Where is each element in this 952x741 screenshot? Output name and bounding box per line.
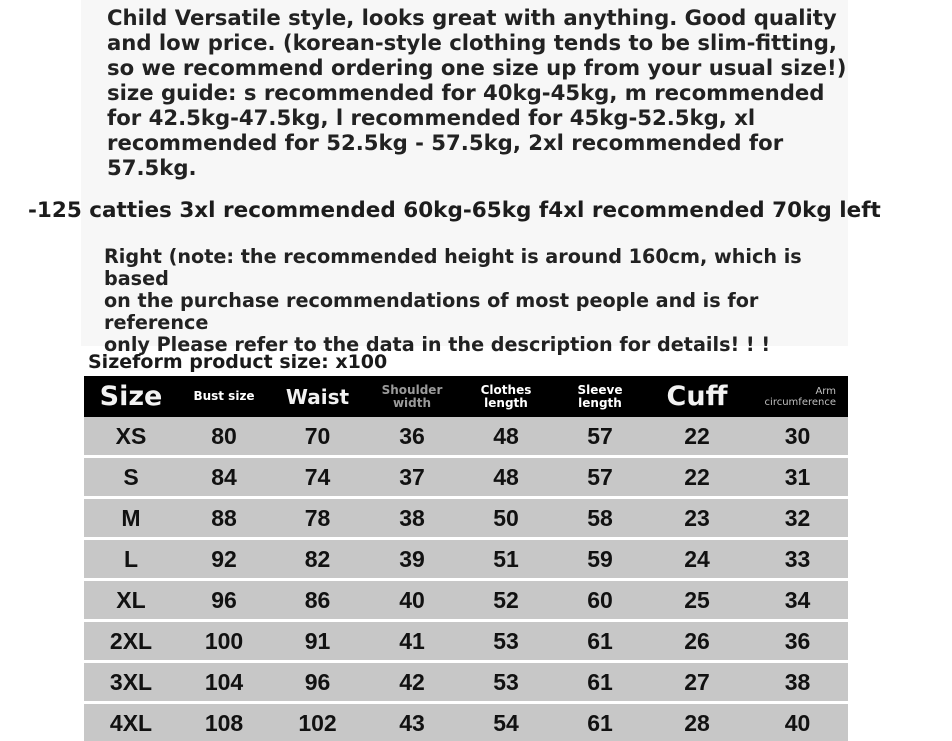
header-shoulder-width: Shoulder width — [365, 376, 459, 417]
table-cell-bust: 84 — [178, 457, 270, 498]
table-cell-bust: 100 — [178, 621, 270, 662]
table-cell-shoulder: 41 — [365, 621, 459, 662]
table-cell-arm: 38 — [747, 662, 848, 703]
table-cell-bust: 104 — [178, 662, 270, 703]
table-cell-sleeve-length: 57 — [553, 417, 647, 457]
table-cell-cuff: 26 — [647, 621, 747, 662]
table-row — [84, 539, 848, 580]
table-row — [84, 417, 848, 457]
table-cell-shoulder: 37 — [365, 457, 459, 498]
table-cell-shoulder: 39 — [365, 539, 459, 580]
intro-description-text: Child Versatile style, looks great with anything. Good quality and low price. (korean-style clothing tends to be slim-fitting, so we recommend ordering one size up from your usual size!) size guide: s recommended for 40kg-45kg, m recommended for 42.5kg-47.5kg, l recommended for 45kg-52.5kg, xl recommended for 52.5kg - 57.5kg, 2xl recommended for 57.5kg. — [107, 5, 847, 180]
size-table-body — [84, 417, 848, 741]
table-cell-sleeve-length: 59 — [553, 539, 647, 580]
table-cell-clothes-length: 53 — [459, 662, 553, 703]
header-sleeve-length: Sleeve length — [553, 376, 647, 417]
table-cell-sleeve-length: 60 — [553, 580, 647, 621]
table-cell-waist: 102 — [270, 703, 365, 741]
table-cell-waist: 78 — [270, 498, 365, 539]
table-cell-arm: 34 — [747, 580, 848, 621]
header-waist: Waist — [270, 376, 365, 417]
table-cell-size: 3XL — [84, 662, 178, 703]
size-recommendation-line: -125 catties 3xl recommended 60kg-65kg f4xl recommended 70kg left — [28, 198, 881, 223]
table-cell-clothes-length: 54 — [459, 703, 553, 741]
table-cell-arm: 36 — [747, 621, 848, 662]
table-cell-shoulder: 43 — [365, 703, 459, 741]
table-cell-waist: 82 — [270, 539, 365, 580]
header-clothes-length: Clothes length — [459, 376, 553, 417]
table-cell-clothes-length: 48 — [459, 457, 553, 498]
table-cell-arm: 30 — [747, 417, 848, 457]
table-cell-arm: 31 — [747, 457, 848, 498]
table-cell-clothes-length: 52 — [459, 580, 553, 621]
table-cell-cuff: 28 — [647, 703, 747, 741]
header-cuff: Cuff — [647, 376, 747, 417]
table-cell-shoulder: 36 — [365, 417, 459, 457]
table-cell-waist: 91 — [270, 621, 365, 662]
table-cell-shoulder: 40 — [365, 580, 459, 621]
table-cell-shoulder: 42 — [365, 662, 459, 703]
table-cell-sleeve-length: 57 — [553, 457, 647, 498]
table-cell-bust: 96 — [178, 580, 270, 621]
table-cell-waist: 74 — [270, 457, 365, 498]
table-cell-cuff: 22 — [647, 417, 747, 457]
table-cell-bust: 80 — [178, 417, 270, 457]
table-row — [84, 580, 848, 621]
table-row — [84, 703, 848, 741]
table-row — [84, 662, 848, 703]
table-cell-clothes-length: 48 — [459, 417, 553, 457]
table-cell-clothes-length: 51 — [459, 539, 553, 580]
table-cell-size: 4XL — [84, 703, 178, 741]
table-cell-bust: 88 — [178, 498, 270, 539]
table-cell-sleeve-length: 61 — [553, 621, 647, 662]
table-cell-size: L — [84, 539, 178, 580]
size-table-caption: Sizeform product size: x100 — [88, 351, 388, 373]
size-chart-table — [84, 376, 848, 741]
table-cell-arm: 32 — [747, 498, 848, 539]
table-cell-arm: 33 — [747, 539, 848, 580]
table-cell-clothes-length: 50 — [459, 498, 553, 539]
table-row — [84, 498, 848, 539]
table-cell-size: S — [84, 457, 178, 498]
height-note-text: Right (note: the recommended height is around 160cm, which is based on the purchase recommendations of most people and is for reference only Please refer to the data in the description for details! ! ! — [104, 245, 802, 356]
table-cell-arm: 40 — [747, 703, 848, 741]
table-cell-size: 2XL — [84, 621, 178, 662]
table-cell-cuff: 24 — [647, 539, 747, 580]
table-row — [84, 457, 848, 498]
table-cell-cuff: 27 — [647, 662, 747, 703]
table-cell-cuff: 23 — [647, 498, 747, 539]
table-row — [84, 621, 848, 662]
table-cell-waist: 86 — [270, 580, 365, 621]
table-cell-bust: 108 — [178, 703, 270, 741]
table-cell-cuff: 22 — [647, 457, 747, 498]
table-cell-clothes-length: 53 — [459, 621, 553, 662]
table-cell-sleeve-length: 58 — [553, 498, 647, 539]
table-cell-waist: 70 — [270, 417, 365, 457]
header-size: Size — [84, 376, 178, 417]
table-cell-size: XL — [84, 580, 178, 621]
header-bust-size: Bust size — [178, 376, 270, 417]
table-cell-shoulder: 38 — [365, 498, 459, 539]
table-cell-bust: 92 — [178, 539, 270, 580]
size-table-header-row — [84, 376, 848, 417]
table-cell-sleeve-length: 61 — [553, 662, 647, 703]
table-cell-size: XS — [84, 417, 178, 457]
header-arm-circumference: Arm circumference — [747, 376, 848, 417]
table-cell-waist: 96 — [270, 662, 365, 703]
table-cell-sleeve-length: 61 — [553, 703, 647, 741]
table-cell-size: M — [84, 498, 178, 539]
table-cell-cuff: 25 — [647, 580, 747, 621]
